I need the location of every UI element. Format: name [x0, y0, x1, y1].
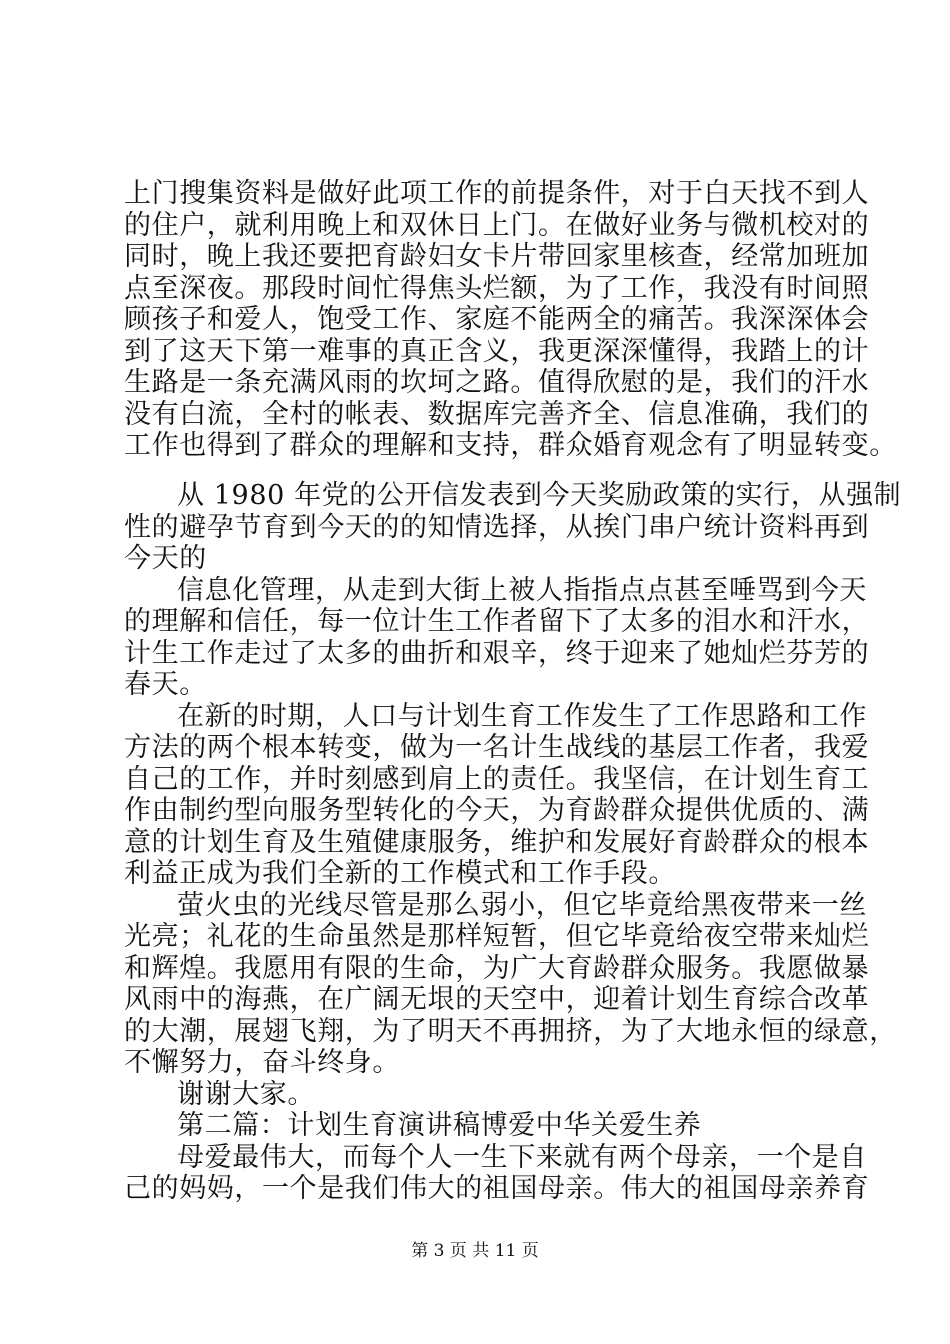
text-line: 在新的时期，人口与计划生育工作发生了工作思路和工作 — [177, 700, 867, 732]
text-line: 利益正成为我们全新的工作模式和工作手段。 — [124, 858, 676, 889]
text-line: 和辉煌。我愿用有限的生命，为广大育龄群众服务。我愿做暴 — [124, 952, 870, 984]
text-line: 到了这天下第一难事的真正含义，我更深深懂得，我踏上的计 — [124, 335, 870, 367]
text-line: 今天的 — [124, 543, 207, 574]
text-line: 顾孩子和爱人，饱受工作、家庭不能两全的痛苦。我深深体会 — [124, 304, 870, 335]
text-line: 计生工作走过了太多的曲折和艰辛，终于迎来了她灿烂芬芳的 — [124, 637, 870, 669]
paragraph-4 — [124, 700, 870, 890]
text-line: 信息化管理，从走到大街上被人指指点点甚至唾骂到今天 — [177, 574, 867, 606]
text-line: 点至深夜。那段时间忙得焦头烂额，为了工作，我没有时间照 — [124, 272, 870, 304]
text-line: 工作也得到了群众的理解和支持，群众婚育观念有了明显转变。 — [124, 430, 897, 461]
text-line: 意的计划生育及生殖健康服务，维护和发展好育龄群众的根本 — [124, 826, 870, 858]
text-line: 的住户，就利用晚上和双休日上门。在做好业务与微机校对的 — [124, 209, 870, 241]
text-line: 从 1980 年党的公开信发表到今天奖励政策的实行，从强制 — [177, 480, 902, 511]
paragraph-8 — [124, 1141, 870, 1205]
paragraph-3 — [124, 574, 870, 701]
text-line: 性的避孕节育到今天的的知情选择，从挨门串户统计资料再到 — [124, 511, 870, 543]
text-line: 春天。 — [124, 669, 207, 700]
text-line: 的理解和信任，每一位计生工作者留下了太多的泪水和汗水， — [124, 606, 870, 637]
text-line: 没有白流，全村的帐表、数据库完善齐全、信息准确，我们的 — [124, 398, 870, 430]
section-title: 第二篇：计划生育演讲稿博爱中华关爱生养 — [177, 1110, 702, 1141]
paragraph-5 — [124, 889, 897, 1079]
paragraph-1 — [124, 178, 897, 462]
text-line: 的大潮，展翅飞翔，为了明天不再拥挤，为了大地永恒的绿意， — [124, 1015, 897, 1047]
body-text-main — [124, 480, 902, 1205]
text-line: 方法的两个根本转变，做为一名计生战线的基层工作者，我爱 — [124, 732, 870, 763]
text-line: 萤火虫的光线尽管是那么弱小，但它毕竟给黑夜带来一丝 — [177, 889, 867, 921]
section-heading — [124, 1110, 844, 1142]
text-line: 光亮；礼花的生命虽然是那样短暂，但它毕竟给夜空带来灿烂 — [124, 921, 870, 952]
text-line: 上门搜集资料是做好此项工作的前提条件，对于白天找不到人 — [124, 178, 870, 209]
page-footer: 第 3 页 共 11 页 — [411, 1241, 539, 1261]
text-line: 母爱最伟大，而每个人一生下来就有两个母亲，一个是自 — [177, 1141, 867, 1173]
paragraph-2 — [124, 480, 902, 575]
text-line: 谢谢大家。 — [177, 1078, 315, 1110]
text-line: 同时，晚上我还要把育龄妇女卡片带回家里核查，经常加班加 — [124, 241, 870, 272]
body-text-top — [124, 178, 897, 462]
text-line: 自己的工作，并时刻感到肩上的责任。我坚信，在计划生育工 — [124, 763, 870, 795]
text-line: 不懈努力，奋斗终身。 — [124, 1047, 400, 1078]
text-line: 己的妈妈，一个是我们伟大的祖国母亲。伟大的祖国母亲养育 — [124, 1173, 870, 1204]
text-line: 作由制约型向服务型转化的今天，为育龄群众提供优质的、满 — [124, 795, 870, 826]
text-line: 风雨中的海燕，在广阔无垠的天空中，迎着计划生育综合改革 — [124, 984, 870, 1015]
paragraph-thanks — [124, 1079, 844, 1111]
text-line: 生路是一条充满风雨的坎坷之路。值得欣慰的是，我们的汗水 — [124, 367, 870, 398]
